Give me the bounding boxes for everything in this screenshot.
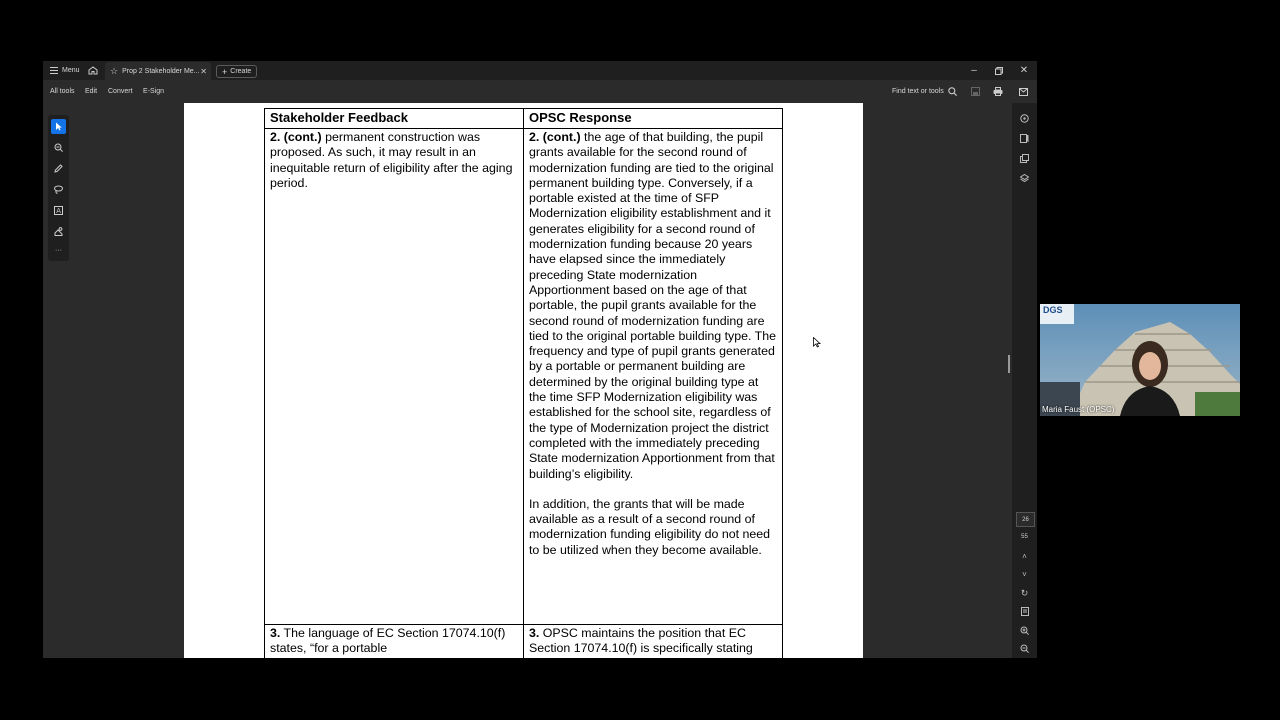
- toolbar-esign[interactable]: E-Sign: [143, 88, 165, 95]
- home-icon: [88, 66, 98, 75]
- total-pages: 55: [1021, 533, 1028, 540]
- dgs-logo: DGS: [1043, 305, 1063, 315]
- feedback-table: [264, 108, 783, 658]
- find-tools-button[interactable]: [892, 80, 957, 103]
- right-tools-panel: [1012, 103, 1037, 658]
- print-icon[interactable]: [993, 80, 1003, 103]
- item-number: 2. (cont.): [270, 130, 322, 144]
- current-page-field[interactable]: 26: [1016, 512, 1035, 527]
- restore-icon[interactable]: [987, 61, 1011, 80]
- plus-icon: +: [222, 66, 228, 77]
- refresh-icon[interactable]: ↻: [1020, 587, 1029, 598]
- item-number: 3.: [528, 626, 540, 640]
- table-header-row: [265, 109, 783, 129]
- save-icon[interactable]: [971, 80, 980, 103]
- close-icon[interactable]: ✕: [200, 66, 207, 76]
- response-paragraph: [529, 130, 777, 482]
- chevron-down-icon[interactable]: ˅: [1022, 569, 1027, 579]
- select-arrow-icon[interactable]: [51, 119, 66, 134]
- pdf-viewer-window: [43, 61, 1037, 658]
- create-button[interactable]: [216, 65, 257, 78]
- mouse-cursor-icon: [813, 337, 829, 358]
- home-button[interactable]: [88, 61, 98, 80]
- zoom-out-icon[interactable]: [1017, 641, 1032, 655]
- video-tile: [1040, 304, 1240, 416]
- item-number: 3.: [270, 626, 281, 640]
- main-toolbar: [43, 80, 1037, 103]
- feedback-cell: [265, 625, 524, 659]
- zoom-in-icon[interactable]: [1017, 623, 1032, 637]
- feedback-text: permanent construction was proposed. As such, it may result in an inequitable return of eligibility after the aging period.: [270, 130, 513, 190]
- response-cell: [523, 625, 782, 659]
- toolbar-convert[interactable]: Convert: [108, 88, 133, 95]
- star-icon[interactable]: ☆: [110, 65, 119, 76]
- response-text: OPSC maintains the position that EC Section 17074.10(f) is specifically stating: [528, 626, 753, 656]
- menu-label: Menu: [62, 67, 80, 74]
- comment-icon[interactable]: [1017, 111, 1032, 125]
- svg-text:A: A: [56, 208, 61, 215]
- zoom-icon[interactable]: [51, 140, 66, 155]
- pdf-page: [184, 103, 863, 658]
- participant-name: Maria Faust (OPSC): [1042, 405, 1115, 414]
- toolbar-edit[interactable]: Edit: [85, 88, 98, 95]
- tab-title: Prop 2 Stakeholder Me...: [122, 67, 200, 75]
- toolbar-all-tools[interactable]: All tools: [50, 88, 75, 95]
- text-box-icon[interactable]: [51, 203, 66, 218]
- pen-icon[interactable]: [51, 161, 66, 176]
- lasso-icon[interactable]: [51, 182, 66, 197]
- response-paragraph-2: In addition, the grants that will be made available as a result of a second round of modernization funding eligibility do not need to be utilized when they become available.: [528, 496, 771, 557]
- item-number: 2. (cont.): [528, 130, 581, 144]
- participant-video-feed: [1040, 304, 1240, 416]
- table-row: [265, 129, 783, 625]
- more-icon[interactable]: ···: [55, 247, 62, 254]
- header-opsc-response: OPSC Response: [523, 109, 782, 129]
- find-label: Find text or tools: [892, 88, 944, 95]
- left-tools-panel: [48, 115, 69, 261]
- mail-icon[interactable]: [1019, 80, 1028, 103]
- pages-icon[interactable]: [1017, 151, 1032, 165]
- header-stakeholder-feedback: Stakeholder Feedback: [265, 109, 524, 129]
- response-cell: [523, 129, 782, 625]
- search-icon: [948, 87, 957, 96]
- minimize-icon[interactable]: –: [971, 65, 977, 76]
- feedback-text: The language of EC Section 17074.10(f) states, “for a portable: [270, 626, 506, 656]
- title-bar: [43, 61, 1037, 80]
- menu-button[interactable]: [50, 61, 80, 80]
- vertical-scrollbar[interactable]: [1005, 103, 1012, 658]
- create-label: Create: [230, 68, 252, 75]
- layers-icon[interactable]: [1017, 171, 1032, 185]
- stamp-icon[interactable]: [51, 224, 66, 239]
- response-text: the age of that building, the pupil grants available for the second round of modernization funding are tied to the original permanent building type. Conversely, if a portable existed at the time of SFP Modernization eligibility establishment and it generates eligibility for a second round of modernization funding because 20 years have elapsed since the immediately preceding State modernization Apportionment based on the age of that portable, the pupil grants available for the second round of modernization funding are tied to the original portable building type. The frequency and type of pupil grants generated by a portable or permanent building are determined by the original building type at the time SFP Modernization eligibility was established for the school site, regardless of the type of Modernization project the district completed with the immediately preceding State modernization Apportionment from that building’s eligibility.: [528, 130, 777, 481]
- feedback-paragraph: [270, 130, 518, 191]
- document-tab[interactable]: [105, 62, 211, 80]
- menu-icon: [50, 67, 58, 74]
- page-fit-icon[interactable]: [1017, 604, 1032, 618]
- bookmark-icon[interactable]: [1017, 131, 1032, 145]
- feedback-cell: [265, 129, 524, 625]
- chevron-up-icon[interactable]: ˄: [1022, 551, 1027, 561]
- scrollbar-thumb[interactable]: [1008, 355, 1010, 373]
- window-close-icon[interactable]: ✕: [1019, 65, 1029, 76]
- table-row: [265, 625, 783, 659]
